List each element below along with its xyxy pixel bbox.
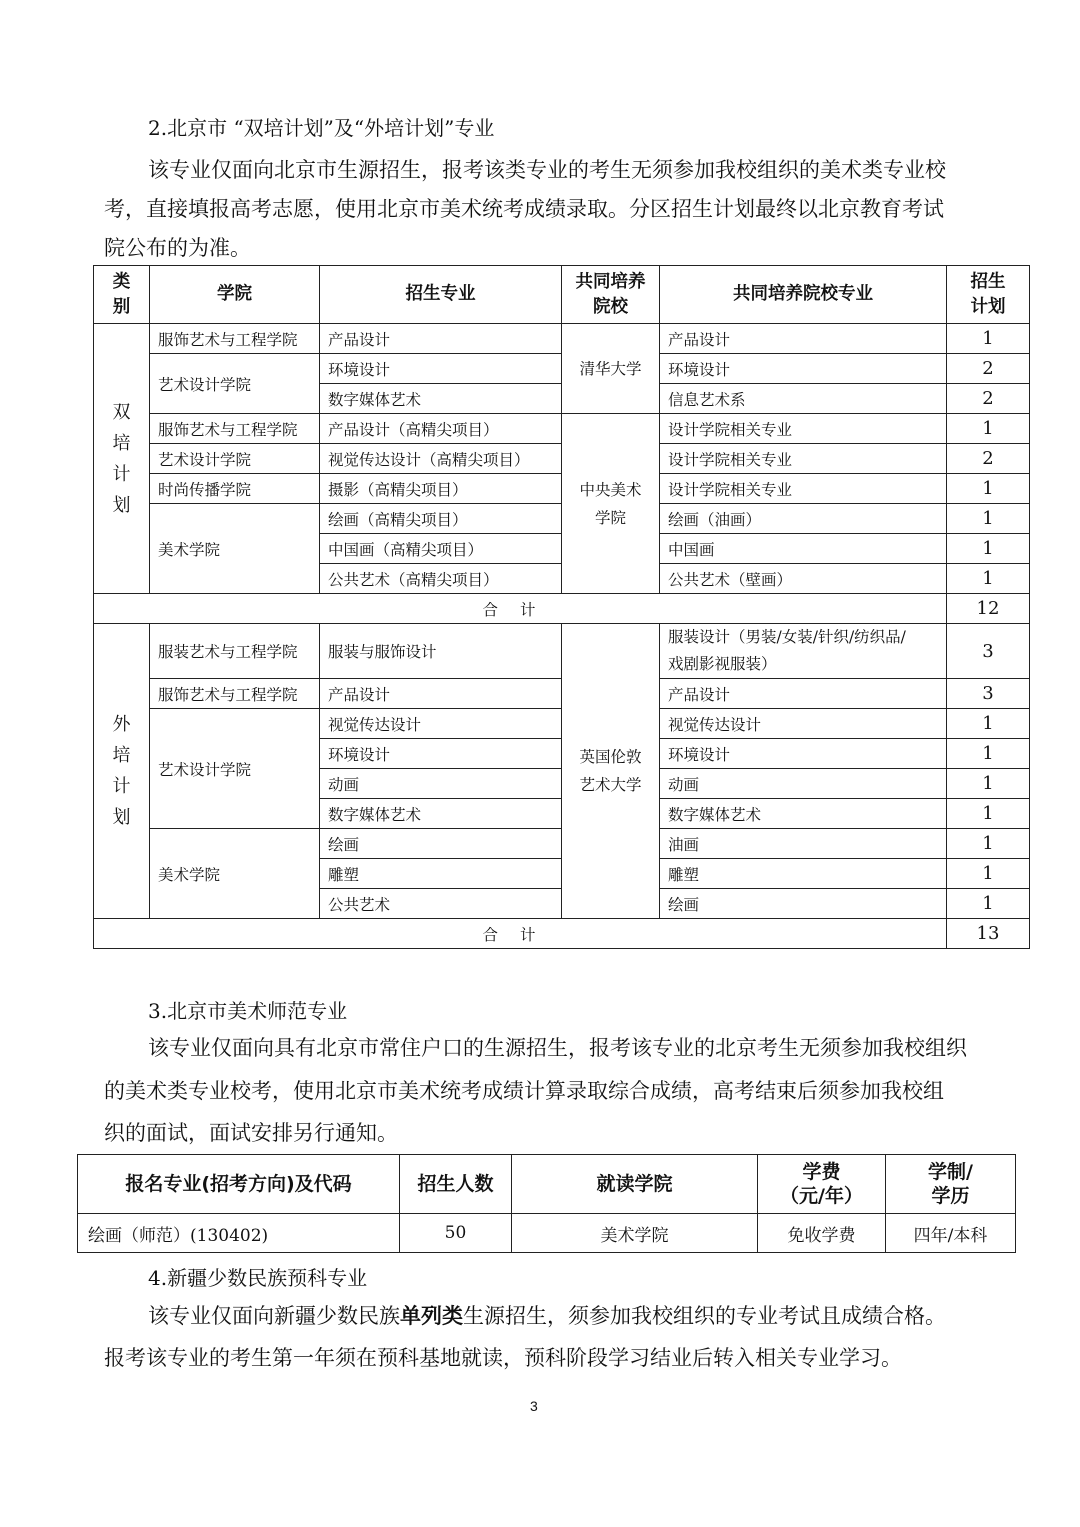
plan-cell: 1 [947,769,1030,799]
partner-major-cell: 动画 [660,769,947,799]
total-value: 12 [947,594,1030,624]
major-cell: 数字媒体艺术 [320,384,562,414]
section2-para-line3: 院公布的为准。 [104,236,251,260]
college-cell: 艺术设计学院 [150,354,320,414]
college-cell: 美术学院 [150,504,320,594]
partner-major-cell: 产品设计 [660,324,947,354]
total-label: 合计 [94,919,947,949]
section2-para-line1: 该专业仅面向北京市生源招生，报考该类专业的考生无须参加我校组织的美术类专业校 [148,158,946,182]
partner-major-cell: 环境设计 [660,354,947,384]
category-double-training: 双 培 计 划 [94,324,150,594]
college-cell: 艺术设计学院 [150,444,320,474]
major-cell: 绘画 [320,829,562,859]
partner-major-cell: 油画 [660,829,947,859]
partner-major-cell: 视觉传达设计 [660,709,947,739]
college-cell: 美术学院 [512,1214,758,1253]
major-cell: 数字媒体艺术 [320,799,562,829]
section3-para-line2: 的美术类专业校考，使用北京市美术统考成绩计算录取综合成绩，高考结束后须参加我校组 [104,1079,944,1103]
partner-major-cell: 绘画（油画） [660,504,947,534]
partner-major-cell: 数字媒体艺术 [660,799,947,829]
joint-program-table [93,265,1030,949]
college-cell: 艺术设计学院 [150,709,320,829]
total-label: 合计 [94,594,947,624]
partner-major-cell: 公共艺术（壁画） [660,564,947,594]
header-enrollment: 招生人数 [400,1155,512,1214]
plan-cell: 1 [947,739,1030,769]
plan-cell: 1 [947,414,1030,444]
plan-cell: 1 [947,324,1030,354]
plan-cell: 2 [947,444,1030,474]
normal-program-table [77,1154,1016,1253]
header-plan: 招生 计划 [947,266,1030,324]
partner-major-cell: 设计学院相关专业 [660,444,947,474]
total-row [94,594,1030,624]
total-value: 13 [947,919,1030,949]
major-cell: 中国画（高精尖项目） [320,534,562,564]
major-cell: 视觉传达设计 [320,709,562,739]
plan-cell: 1 [947,564,1030,594]
partner-school-cell: 英国伦敦 艺术大学 [562,624,660,919]
table-header-row [94,266,1030,324]
plan-cell: 1 [947,504,1030,534]
major-cell: 公共艺术 [320,889,562,919]
plan-cell: 1 [947,474,1030,504]
header-partner-school: 共同培养 院校 [562,266,660,324]
plan-cell: 1 [947,799,1030,829]
plan-cell: 3 [947,679,1030,709]
total-row [94,919,1030,949]
major-cell: 产品设计（高精尖项目） [320,414,562,444]
emphasis-text: 单列类 [400,1304,463,1328]
plan-cell: 3 [947,624,1030,679]
partner-school-cell: 中央美术 学院 [562,414,660,594]
section3-para-line3: 织的面试，面试安排另行通知。 [104,1121,398,1145]
major-code-cell: 绘画（师范）(130402) [78,1214,400,1253]
table-row [94,414,1030,444]
header-partner-major: 共同培养院校专业 [660,266,947,324]
duration-cell: 四年/本科 [886,1214,1016,1253]
major-cell: 环境设计 [320,739,562,769]
table-row [78,1214,1016,1253]
table-header-row [78,1155,1016,1214]
header-duration: 学制/ 学历 [886,1155,1016,1214]
plan-cell: 2 [947,354,1030,384]
partner-major-cell: 服装设计（男装/女装/针织/纺织品/ 戏剧影视服装） [660,624,947,679]
section2-heading: 2.北京市 “双培计划”及“外培计划”专业 [148,116,495,140]
partner-major-cell: 雕塑 [660,859,947,889]
partner-major-cell: 设计学院相关专业 [660,414,947,444]
plan-cell: 2 [947,384,1030,414]
major-cell: 产品设计 [320,679,562,709]
category-external-training: 外 培 计 划 [94,624,150,919]
table-row [94,624,1030,679]
college-cell: 服饰艺术与工程学院 [150,324,320,354]
plan-cell: 1 [947,534,1030,564]
enrollment-cell: 50 [400,1214,512,1253]
header-major: 招生专业 [320,266,562,324]
header-category: 类 别 [94,266,150,324]
header-major-code: 报名专业(招考方向)及代码 [78,1155,400,1214]
major-cell: 动画 [320,769,562,799]
section2-para-line2: 考，直接填报高考志愿，使用北京市美术统考成绩录取。分区招生计划最终以北京教育考试 [104,197,944,221]
section4-para-line1: 该专业仅面向新疆少数民族单列类生源招生，须参加我校组织的专业考试且成绩合格。 [148,1304,946,1328]
college-cell: 美术学院 [150,829,320,919]
section4-para-line2: 报考该专业的考生第一年须在预科基地就读，预科阶段学习结业后转入相关专业学习。 [104,1346,902,1370]
header-tuition: 学费 （元/年） [758,1155,886,1214]
college-cell: 时尚传播学院 [150,474,320,504]
college-cell: 服饰艺术与工程学院 [150,414,320,444]
college-cell: 服饰艺术与工程学院 [150,679,320,709]
major-cell: 公共艺术（高精尖项目） [320,564,562,594]
partner-major-cell: 环境设计 [660,739,947,769]
major-cell: 摄影（高精尖项目） [320,474,562,504]
section3-heading: 3.北京市美术师范专业 [148,999,348,1023]
major-cell: 产品设计 [320,324,562,354]
major-cell: 视觉传达设计（高精尖项目） [320,444,562,474]
major-cell: 服装与服饰设计 [320,624,562,679]
plan-cell: 1 [947,829,1030,859]
partner-major-cell: 设计学院相关专业 [660,474,947,504]
major-cell: 环境设计 [320,354,562,384]
tuition-cell: 免收学费 [758,1214,886,1253]
plan-cell: 1 [947,709,1030,739]
partner-school-cell: 清华大学 [562,324,660,414]
section3-para-line1: 该专业仅面向具有北京市常住户口的生源招生，报考该专业的北京考生无须参加我校组织 [148,1036,967,1060]
section4-heading: 4.新疆少数民族预科专业 [148,1266,368,1290]
header-college: 就读学院 [512,1155,758,1214]
partner-major-cell: 中国画 [660,534,947,564]
major-cell: 绘画（高精尖项目） [320,504,562,534]
table-row [94,324,1030,354]
partner-major-cell: 产品设计 [660,679,947,709]
plan-cell: 1 [947,889,1030,919]
partner-major-cell: 信息艺术系 [660,384,947,414]
partner-major-cell: 绘画 [660,889,947,919]
major-cell: 雕塑 [320,859,562,889]
page-number: 3 [530,1398,538,1414]
plan-cell: 1 [947,859,1030,889]
header-college: 学院 [150,266,320,324]
college-cell: 服装艺术与工程学院 [150,624,320,679]
